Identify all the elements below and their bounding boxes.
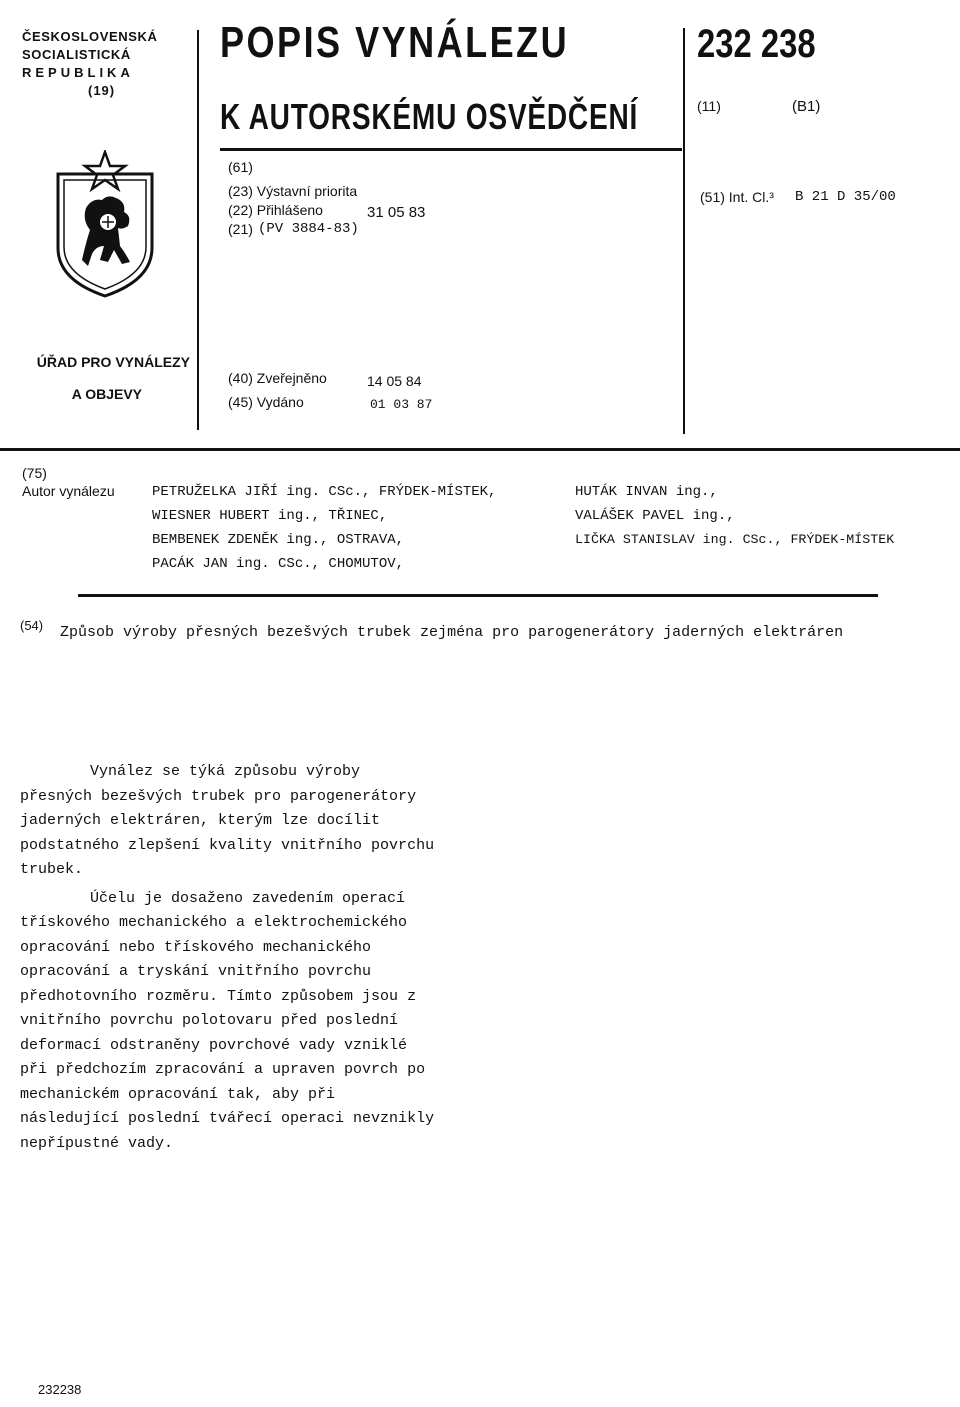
- field-75: (75): [22, 465, 47, 481]
- section-divider: [0, 448, 960, 451]
- office-line-1: ÚŘAD PRO VYNÁLEZY: [36, 354, 190, 370]
- vertical-divider-right: [683, 28, 685, 434]
- state-name-block: [22, 28, 158, 100]
- field-21-label: (21): [228, 221, 253, 237]
- field-61: (61): [228, 159, 253, 175]
- inventor-label: Autor vynálezu: [22, 483, 115, 499]
- field-51-label: (51) Int. Cl.³: [700, 189, 774, 205]
- abstract: [20, 760, 440, 1160]
- field-22-label: (22) Přihlášeno: [228, 202, 323, 218]
- inventor-name: VALÁŠEK PAVEL ing.,: [575, 508, 735, 524]
- inventor-name: BEMBENEK ZDENĚK ing., OSTRAVA,: [152, 532, 405, 548]
- field-22-value: 31 05 83: [367, 204, 426, 221]
- vertical-divider-left: [197, 30, 199, 430]
- inventors-left: [152, 480, 496, 576]
- document-subtitle: K AUTORSKÉMU OSVĚDČENÍ: [220, 96, 639, 137]
- field-54: (54): [20, 618, 44, 633]
- state-line-1: ČESKOSLOVENSKÁ: [22, 29, 158, 44]
- document-number: 232 238: [697, 22, 816, 66]
- state-line-2: SOCIALISTICKÁ: [22, 47, 131, 62]
- field-40-label: (40) Zveřejněno: [228, 370, 327, 386]
- field-45-value: 01 03 87: [370, 397, 433, 412]
- title-underline: [220, 148, 682, 151]
- state-code-19: (19): [88, 83, 116, 98]
- office-line-2: A OBJEVY: [71, 386, 142, 402]
- field-21-value: (PV 3884-83): [258, 221, 359, 237]
- code-11: (11): [697, 98, 721, 114]
- coat-of-arms-icon: [52, 150, 158, 298]
- patent-office-name: [18, 346, 190, 410]
- abstract-paragraph-2: Účelu je dosaženo zavedením operací třískového mechanického a elektrochemického opracování nebo třískového mechanického opracování a tryskání vnitřního povrchu předhotovního rozměru. Tímto způsobem jsou z vnitřního povrchu polotovaru před poslední deformací odstraněny povrchové vady vzniklé při předchozím zpracování a upraven povrch po mechanickém opracování tak, aby při následující poslední tvářecí operaci nevznikly nepřípustné vady.: [20, 889, 435, 1152]
- abstract-paragraph-1: Vynález se týká způsobu výroby přesných bezešvých trubek pro parogenerátory jaderných elektráren, kterým lze docílit podstatného zlepšení kvality vnitřního povrchu trubek.: [20, 763, 435, 878]
- title-divider: [78, 594, 878, 597]
- inventors-right: [575, 480, 894, 552]
- document-title: POPIS VYNÁLEZU: [220, 18, 570, 67]
- inventor-label-block: [22, 464, 115, 500]
- inventor-name: PETRUŽELKA JIŘÍ ing. CSc., FRÝDEK-MÍSTEK,: [152, 484, 497, 500]
- field-40-value: 14 05 84: [367, 373, 422, 389]
- state-line-3: REPUBLIKA: [22, 65, 134, 80]
- field-51-value: B 21 D 35/00: [795, 189, 896, 205]
- field-23: (23) Výstavní priorita: [228, 183, 358, 199]
- inventor-name: HUTÁK INVAN ing.,: [575, 484, 718, 500]
- inventor-name: LIČKA STANISLAV ing. CSc., FRÝDEK-MÍSTEK: [575, 532, 895, 547]
- footer-document-number: 232238: [38, 1382, 82, 1397]
- code-b1: (B1): [792, 98, 821, 115]
- inventor-name: WIESNER HUBERT ing., TŘINEC,: [152, 508, 388, 524]
- field-45-label: (45) Vydáno: [228, 394, 304, 410]
- inventor-name: PACÁK JAN ing. CSc., CHOMUTOV,: [152, 556, 405, 572]
- invention-title: Způsob výroby přesných bezešvých trubek zejména pro parogenerátory jaderných elektráren: [60, 624, 844, 641]
